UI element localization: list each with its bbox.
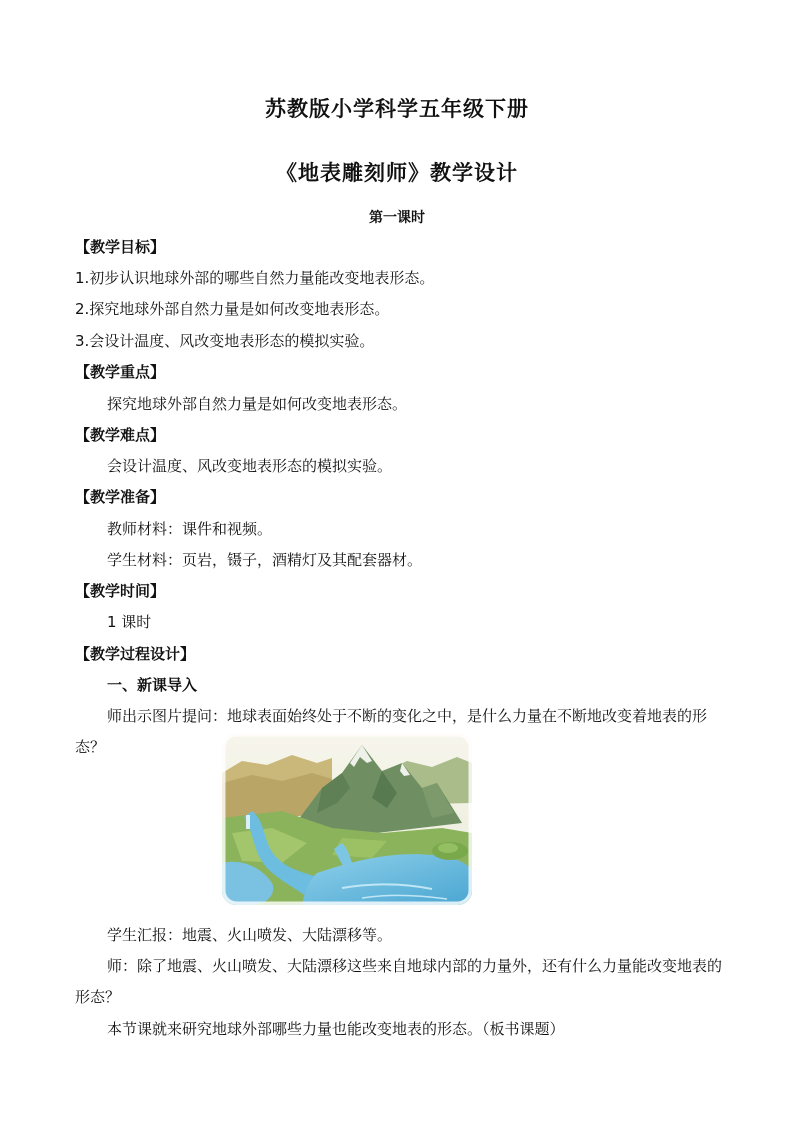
student-materials: 学生材料：页岩，镊子，酒精灯及其配套器材。 xyxy=(107,551,423,569)
objective-item: 3.会设计温度、风改变地表形态的模拟实验。 xyxy=(75,332,375,350)
document-subtitle: 《地表雕刻师》教学设计 xyxy=(276,161,518,185)
objectives-heading: 【教学目标】 xyxy=(75,238,166,256)
process-heading: 【教学过程设计】 xyxy=(75,645,196,663)
difficulty-text: 会设计温度、风改变地表形态的模拟实验。 xyxy=(107,457,393,475)
time-heading: 【教学时间】 xyxy=(75,582,166,600)
key-point-heading: 【教学重点】 xyxy=(75,363,166,381)
document-title: 苏教版小学科学五年级下册 xyxy=(265,97,529,121)
section-heading: 一、新课导入 xyxy=(107,676,198,694)
lesson-topic: 本节课就来研究地球外部哪些力量也能改变地表的形态。（板书课题） xyxy=(107,1020,565,1038)
objective-item: 1.初步认识地球外部的哪些自然力量能改变地表形态。 xyxy=(75,269,435,287)
objective-item: 2.探究地球外部自然力量是如何改变地表形态。 xyxy=(75,300,390,318)
key-point-text: 探究地球外部自然力量是如何改变地表形态。 xyxy=(107,395,408,413)
time-text: 1 课时 xyxy=(107,613,152,631)
teacher-question: 师：除了地震、火山喷发、大陆漂移这些来自地球内部的力量外，还有什么力量能改变地表的形态？ xyxy=(75,957,723,1006)
teacher-materials: 教师材料：课件和视频。 xyxy=(107,520,273,538)
lesson-label: 第一课时 xyxy=(369,210,425,226)
preparation-heading: 【教学准备】 xyxy=(75,488,166,506)
landscape-icon xyxy=(222,733,472,905)
intro-paragraph: 师出示图片提问：地球表面始终处于不断的变化之中，是什么力量在不断地改变着地表的形态？ xyxy=(75,707,708,756)
landform-illustration xyxy=(222,733,472,905)
student-report: 学生汇报：地震、火山喷发、大陆漂移等。 xyxy=(107,926,393,944)
difficulty-heading: 【教学难点】 xyxy=(75,426,166,444)
